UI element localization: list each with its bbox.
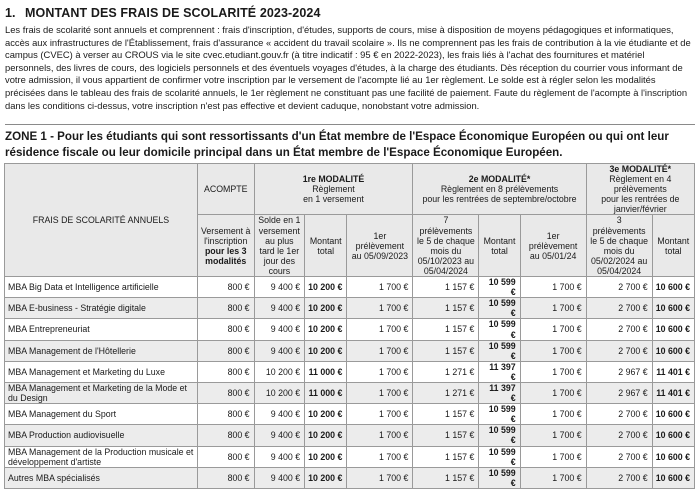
mod1-solde-value: 9 400 €	[254, 446, 305, 467]
mod2-seven-value: 1 157 €	[413, 467, 479, 488]
mod2-total-value: 11 397 €	[479, 361, 520, 382]
mod2-first-value: 1 700 €	[347, 425, 413, 446]
mod3-title-cell	[586, 164, 694, 215]
mod1-solde-value: 9 400 €	[254, 298, 305, 319]
course-name: Autres MBA spécialisés	[5, 467, 198, 488]
mod1-solde-value: 9 400 €	[254, 425, 305, 446]
mod1-solde-value: 9 400 €	[254, 277, 305, 298]
acompte-value: 800 €	[197, 404, 254, 425]
acompte-subheader-cell	[197, 215, 254, 277]
mod1-sub-b: en 1 versement	[303, 194, 364, 205]
section-title: MONTANT DES FRAIS DE SCOLARITÉ 2023-2024	[25, 6, 321, 20]
course-name: MBA Management du Sport	[5, 404, 198, 425]
intro-paragraph	[5, 24, 693, 112]
mod3-first-value: 1 700 €	[520, 404, 586, 425]
course-name: MBA Management et Marketing du Luxe	[5, 361, 198, 382]
fees-table-body	[5, 277, 695, 489]
acompte-value: 800 €	[197, 382, 254, 403]
mod3-first-value: 1 700 €	[520, 340, 586, 361]
table-row	[5, 446, 695, 467]
acompte-value: 800 €	[197, 446, 254, 467]
mod2-total-value: 10 599 €	[479, 319, 520, 340]
acompte-value: 800 €	[197, 319, 254, 340]
mod2-sub-b: pour les rentrées de septembre/octobre	[422, 194, 577, 205]
mod3-first-value: 1 700 €	[520, 382, 586, 403]
mod3-three-value: 2 967 €	[586, 361, 652, 382]
course-name: MBA Entrepreneuriat	[5, 319, 198, 340]
acompte-sub-b: pour les 3 modalités	[204, 245, 247, 266]
mod3-first-value: 1 700 €	[520, 319, 586, 340]
section-number: 1.	[5, 6, 16, 20]
mod2-seven-value: 1 157 €	[413, 319, 479, 340]
course-name: MBA E-business - Stratégie digitale	[5, 298, 198, 319]
mod1-solde-value: 10 200 €	[254, 382, 305, 403]
course-name: MBA Management et Marketing de la Mode et du Design	[5, 382, 198, 403]
mod2-seven-value: 1 157 €	[413, 340, 479, 361]
mod1-total-value: 10 200 €	[305, 298, 347, 319]
mod1-total-value: 10 200 €	[305, 467, 347, 488]
mod3-total-value: 10 600 €	[652, 277, 694, 298]
rowheader-label: FRAIS DE SCOLARITÉ ANNUELS	[32, 214, 170, 225]
acompte-value: 800 €	[197, 340, 254, 361]
mod1-solde-header	[254, 215, 305, 277]
zone-heading: ZONE 1 - Pour les étudiants qui sont ressortissants d'un État membre de l'Espace Économique Européen ou qui ont leur résidence fiscale ou leur domicile principal dans un État membre de l'Espace Économique Européen.	[5, 130, 669, 159]
mod1-total-value: 10 200 €	[305, 340, 347, 361]
section-divider	[5, 124, 695, 125]
mod1-total-value: 11 000 €	[305, 382, 347, 403]
mod2-seven-value: 1 157 €	[413, 404, 479, 425]
table-row	[5, 404, 695, 425]
mod3-first-value: 1 700 €	[520, 277, 586, 298]
mod2-seven-value: 1 157 €	[413, 277, 479, 298]
mod3-three-value: 2 700 €	[586, 340, 652, 361]
mod3-total-value: 11 401 €	[652, 361, 694, 382]
mod3-total-value: 10 600 €	[652, 467, 694, 488]
mod2-first-value: 1 700 €	[347, 298, 413, 319]
mod2-total-value: 10 599 €	[479, 467, 520, 488]
table-row	[5, 382, 695, 403]
mod2-total-value: 10 599 €	[479, 277, 520, 298]
mod3-three-label: 3 prélèvements le 5 de chaque mois du 05/02/2024 au 05/04/2024	[590, 215, 648, 276]
mod3-first-label: 1er prélèvement au 05/01/24	[528, 230, 578, 261]
mod3-total-header	[652, 215, 694, 277]
mod2-total-value: 10 599 €	[479, 404, 520, 425]
acompte-value: 800 €	[197, 425, 254, 446]
mod2-first-value: 1 700 €	[347, 340, 413, 361]
mod3-three-value: 2 700 €	[586, 404, 652, 425]
mod1-total-value: 10 200 €	[305, 425, 347, 446]
mod2-title-cell	[413, 164, 586, 215]
mod3-first-value: 1 700 €	[520, 361, 586, 382]
mod3-sub-a: Règlement en 4 prélèvements	[609, 174, 672, 195]
mod2-sub-a: Règlement en 8 prélèvements	[440, 184, 559, 195]
acompte-value: 800 €	[197, 361, 254, 382]
mod1-total-value: 10 200 €	[305, 446, 347, 467]
mod2-total-label: Montant total	[483, 235, 516, 256]
table-row	[5, 298, 695, 319]
mod2-first-value: 1 700 €	[347, 361, 413, 382]
mod2-seven-value: 1 157 €	[413, 425, 479, 446]
mod3-total-value: 10 600 €	[652, 425, 694, 446]
mod2-first-value: 1 700 €	[347, 277, 413, 298]
intro-text: Les frais de scolarité sont annuels et comprennent : frais d'inscription, d'études, supports de cours, mise à disposition de moyens pédagogiques et informatiques, accès aux infrastructures de l'Établissement, frais d'assurance « accident du travail scolaire ». Ils ne comprennent pas les frais de contribution à la vie étudiante et de campus (CVEC) à verser au CROUS via le site cvec.etudiant.gouv.fr (à titre indicatif : 95 € en 2022-2023), les frais liés à l'achat des fournitures et matériel personnels, des livres de cours, des logiciels personnels et des éventuels voyages d'études, à la charge des étudiants. Dès réception du courrier vous informant de votre admission, il vous appartient de confirmer votre inscription par le versement de l'acompte lié au 1er règlement. Le solde est à régler selon les modalités précisées dans le tableau des frais de scolarité annuels, le 1er règlement ne constituant pas une facilité de paiement. Faute du règlement de l'acompte à l'inscription dans les conditions ci-dessus, votre inscription n'est pas effective et devient caduque, nonobstant votre admission.	[5, 24, 691, 111]
table-row	[5, 319, 695, 340]
mod3-sub-b: pour les rentrées de janvier/février	[601, 194, 680, 215]
acompte-title: ACOMPTE	[203, 184, 248, 195]
acompte-value: 800 €	[197, 467, 254, 488]
mod1-total-label: Montant total	[309, 235, 342, 256]
course-name: MBA Management de la Production musicale et développement d'artiste	[5, 446, 198, 467]
mod2-total-header	[479, 215, 520, 277]
mod2-seven-label: 7 prélèvements le 5 de chaque mois du 05/10/2023 au 05/04/2024	[417, 215, 475, 276]
mod3-first-header	[520, 215, 586, 277]
mod1-sub-a: Règlement	[312, 184, 355, 195]
acompte-value: 800 €	[197, 298, 254, 319]
mod3-total-value: 10 600 €	[652, 298, 694, 319]
mod3-total-value: 11 401 €	[652, 382, 694, 403]
table-row	[5, 277, 695, 298]
acompte-value: 800 €	[197, 277, 254, 298]
table-row	[5, 340, 695, 361]
mod2-seven-value: 1 271 €	[413, 382, 479, 403]
mod2-seven-value: 1 157 €	[413, 446, 479, 467]
mod3-three-header	[586, 215, 652, 277]
mod3-total-value: 10 600 €	[652, 404, 694, 425]
mod3-three-value: 2 700 €	[586, 425, 652, 446]
mod3-first-value: 1 700 €	[520, 425, 586, 446]
mod1-total-header	[305, 215, 347, 277]
acompte-sub-a: Versement à l'inscription	[201, 225, 251, 246]
mod1-solde-value: 9 400 €	[254, 340, 305, 361]
mod2-title: 2e MODALITÉ*	[468, 174, 531, 185]
mod3-total-label: Montant total	[657, 235, 690, 256]
mod3-three-value: 2 700 €	[586, 298, 652, 319]
mod1-title-cell	[254, 164, 413, 215]
mod1-total-value: 10 200 €	[305, 404, 347, 425]
mod3-three-value: 2 700 €	[586, 446, 652, 467]
section-heading	[5, 6, 321, 20]
course-name: MBA Management de l'Hôtellerie	[5, 340, 198, 361]
mod3-total-value: 10 600 €	[652, 446, 694, 467]
table-row	[5, 361, 695, 382]
mod2-total-value: 10 599 €	[479, 298, 520, 319]
mod2-total-value: 10 599 €	[479, 446, 520, 467]
mod2-seven-value: 1 271 €	[413, 361, 479, 382]
mod2-total-value: 10 599 €	[479, 425, 520, 446]
mod2-first-value: 1 700 €	[347, 446, 413, 467]
mod3-three-value: 2 700 €	[586, 319, 652, 340]
mod2-first-value: 1 700 €	[347, 467, 413, 488]
mod2-total-value: 10 599 €	[479, 340, 520, 361]
mod3-first-value: 1 700 €	[520, 298, 586, 319]
mod1-solde-value: 9 400 €	[254, 319, 305, 340]
mod2-first-value: 1 700 €	[347, 382, 413, 403]
mod1-solde-label: Solde en 1 versement au plus tard le 1er jour des cours	[258, 215, 301, 276]
mod3-first-value: 1 700 €	[520, 446, 586, 467]
mod1-solde-value: 9 400 €	[254, 404, 305, 425]
table-row	[5, 467, 695, 488]
mod3-three-value: 2 700 €	[586, 467, 652, 488]
mod3-three-value: 2 700 €	[586, 277, 652, 298]
mod2-total-value: 11 397 €	[479, 382, 520, 403]
mod2-first-label: 1er prélèvement au 05/09/2023	[351, 230, 409, 261]
acompte-title-cell	[197, 164, 254, 215]
mod2-first-header	[347, 215, 413, 277]
mod3-total-value: 10 600 €	[652, 340, 694, 361]
mod3-total-value: 10 600 €	[652, 319, 694, 340]
mod3-title: 3e MODALITÉ*	[609, 164, 672, 174]
course-name: MBA Big Data et Intelligence artificielle	[5, 277, 198, 298]
mod1-solde-value: 10 200 €	[254, 361, 305, 382]
mod1-solde-value: 9 400 €	[254, 467, 305, 488]
table-row	[5, 425, 695, 446]
mod2-first-value: 1 700 €	[347, 404, 413, 425]
rowheader-cell	[5, 164, 198, 277]
mod2-seven-value: 1 157 €	[413, 298, 479, 319]
mod3-first-value: 1 700 €	[520, 467, 586, 488]
mod1-total-value: 11 000 €	[305, 361, 347, 382]
course-name: MBA Production audiovisuelle	[5, 425, 198, 446]
table-header-row-1	[5, 164, 695, 215]
mod1-title: 1re MODALITÉ	[302, 174, 365, 185]
mod1-total-value: 10 200 €	[305, 277, 347, 298]
mod2-seven-header	[413, 215, 479, 277]
mod1-total-value: 10 200 €	[305, 319, 347, 340]
mod2-first-value: 1 700 €	[347, 319, 413, 340]
mod3-three-value: 2 967 €	[586, 382, 652, 403]
fees-table	[4, 163, 695, 489]
